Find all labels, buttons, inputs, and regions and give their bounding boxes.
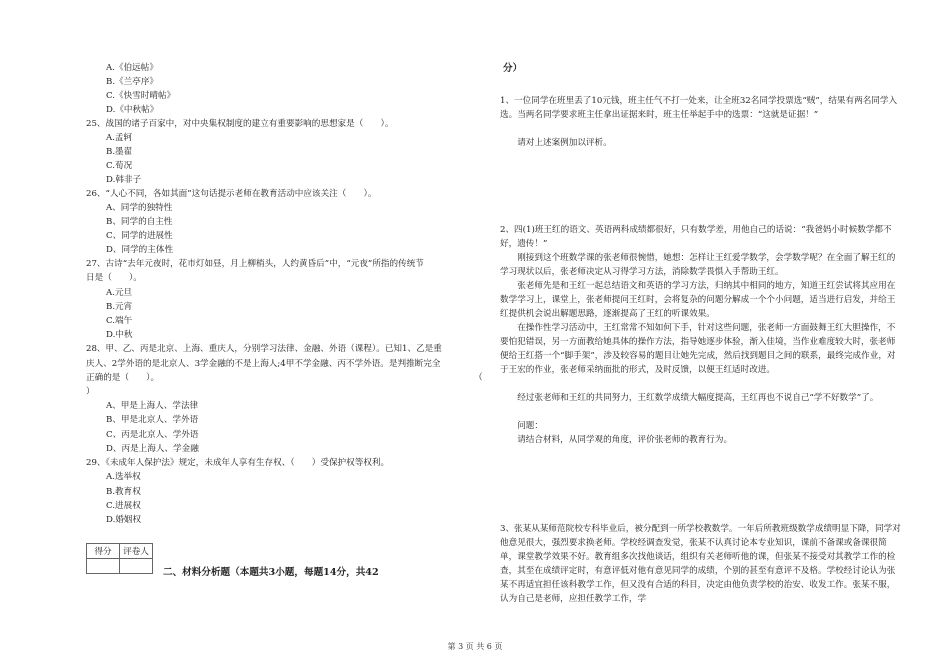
q29-option-a: A.选举权: [106, 472, 141, 482]
q28-text-line2: 庆人、2学外语的是北京人、3学金融的不是上海人;4甲不学金融、丙不学外语。是判推断完全: [86, 359, 441, 369]
q28-option-c: C、丙是北京人、学外语: [106, 430, 199, 440]
q26-option-b: B、同学的自主性: [106, 217, 173, 227]
q29-option-d: D.婚姻权: [106, 515, 142, 525]
case2-para3: 在操作性学习活动中，王红常常不知如何下手，针对这些问题，张老师一方面鼓舞王红大胆操作，不要怕犯错误，另一方面教给她具体的操作方法，指导她逐步体验，渐入佳境，当作业难度较大时，张老师便给王红搭一个“脚手架”，涉及较容易的题目让她先完成，然后找到题目之间的联系，最终完成作业，对于王宏的作业，张老师采纳面批的形式，及时反馈，以便王红适时改进。: [500, 323, 896, 375]
q28-bracket-close: ）: [86, 387, 95, 397]
q28-text-line3: 正确的是（ ）。: [86, 373, 160, 383]
q24-option-d: D.《中秋帖》: [106, 105, 159, 115]
case2-para2: 张老师先是和王红一起总结语文和英语的学习方法，归纳其中相同的地方，知道王红尝试将其应用在数学学习上，课堂上，张老师提问王红时，会将复杂的问题分解成一个个小问题，适当进行启发，并给王红提供机会说出解题思路，逐渐提高了王红的听课效果。: [500, 281, 896, 319]
q25-option-b: B.墨翟: [106, 147, 133, 157]
q28-option-a: A、甲是上海人、学法律: [106, 401, 199, 411]
case2-intro: 2、四(1)班王红的语文、英语两科成绩都很好，只有数学差，用他自己的话说：“我爸妈小时候数学都不好，遗传！”: [500, 225, 892, 249]
score-table: [86, 543, 153, 574]
case2-question: 请结合材料，从同学观的角度，评价张老师的教育行为。: [517, 435, 733, 445]
grader-cell-label: 评卷人: [120, 544, 153, 559]
q27-text-line2: 日是（ ）。: [86, 273, 142, 283]
q24-option-b: B.《兰亭序》: [106, 77, 159, 87]
score-cell-label: 得分: [87, 544, 120, 559]
q26-option-a: A、同学的独特性: [106, 203, 173, 213]
q28-bracket-open: （: [474, 373, 483, 383]
case2-question-label: 问题：: [517, 421, 543, 431]
case2-para4: 经过张老师和王红的共同努力，王红数学成绩大幅度提高，王红再也不说自己“学不好数学”了。: [517, 393, 879, 403]
q29-text: 29、《未成年人保护法》规定，未成年人享有生存权、（ ）受保护权等权利。: [86, 458, 390, 468]
q26-option-c: C、同学的进展性: [106, 231, 173, 241]
case3-text: 3、张某从某师范院校专科毕业后，被分配到一所学校教数学。一年后所教班级数学成绩明显下降，同学对他意见很大，强烈要求换老师。学校经调查发觉，张某不认真讨论本专业知识，课前不备课或备课很简单，课堂教学效果不好。教育组多次找他谈话，组织有关老师听他的课，但张某不接受对其教学工作的检查，其至在成绩评定时，有意评低对他有意见同学的成绩，个别的甚至有意评不及格。学校经讨论认为张某不再适宜担任该科教学工作，但又没有合适的科目，决定由他负责学校的治安、收发工作。张某不服，认为自己是老师，应担任教学工作，学: [500, 524, 901, 604]
q29-option-c: C.进展权: [106, 501, 141, 511]
q25-option-d: D.韩非子: [106, 175, 142, 185]
q24-option-a: A.《伯远帖》: [106, 63, 158, 73]
grader-cell-value[interactable]: [120, 559, 153, 574]
q27-text-line1: 27、古诗“去年元夜时，花市灯如昼，月上柳梢头，人约黄昏后”中，“元夜”所指的传统节: [86, 259, 424, 269]
case1-text: 1、一位同学在班里丢了10元钱，班主任气不打一处来，让全班32名同学投票选“贼”，结果有两名同学入选。当两名同学要求班主任拿出证据来时，班主任举起手中的选票：“这就是证据！”: [500, 96, 898, 120]
q29-option-b: B.教育权: [106, 487, 141, 497]
q27-option-a: A.元旦: [106, 288, 133, 298]
q25-option-c: C.荀况: [106, 161, 133, 171]
q26-option-d: D、同学的主体性: [106, 245, 174, 255]
case2-para1: 刚接到这个班数学课的张老师很惋惜，她想：怎样让王红爱学数学，会学数学呢？在全面了解王红的学习现状以后，张老师决定从习得学习方法，消除数学畏惧入手帮助王红。: [500, 253, 896, 277]
q25-option-a: A.孟轲: [106, 133, 133, 143]
q28-option-d: D、丙是上海人、学金融: [106, 444, 199, 454]
page-footer: 第 3 页 共 6 页: [447, 642, 503, 651]
q28-option-b: B、甲是北京人、学外语: [106, 415, 199, 425]
section2-heading: 二、材料分析题（本题共3小题，每题14分，共42: [163, 567, 379, 578]
q26-text: 26、“人心不同，各如其面”这句话提示老师在教育活动中应该关注（ ）。: [86, 189, 377, 199]
q27-option-b: B.元宵: [106, 302, 133, 312]
q24-option-c: C.《快雪时晴帖》: [106, 91, 176, 101]
q27-option-c: C.端午: [106, 316, 133, 326]
q27-option-d: D.中秋: [106, 330, 133, 340]
score-cell-value[interactable]: [87, 559, 120, 574]
q28-text-line1: 28、甲、乙、丙是北京、上海、重庆人，分别学习法律、金融、外语（课程）。已知1、乙是重: [86, 344, 442, 354]
q25-text: 25、战国的诸子百家中，对中央集权制度的建立有重要影响的思想家是（ ）。: [86, 119, 394, 129]
case1-question: 请对上述案例加以评析。: [517, 138, 612, 148]
section2-heading-cont: 分）: [503, 63, 523, 74]
